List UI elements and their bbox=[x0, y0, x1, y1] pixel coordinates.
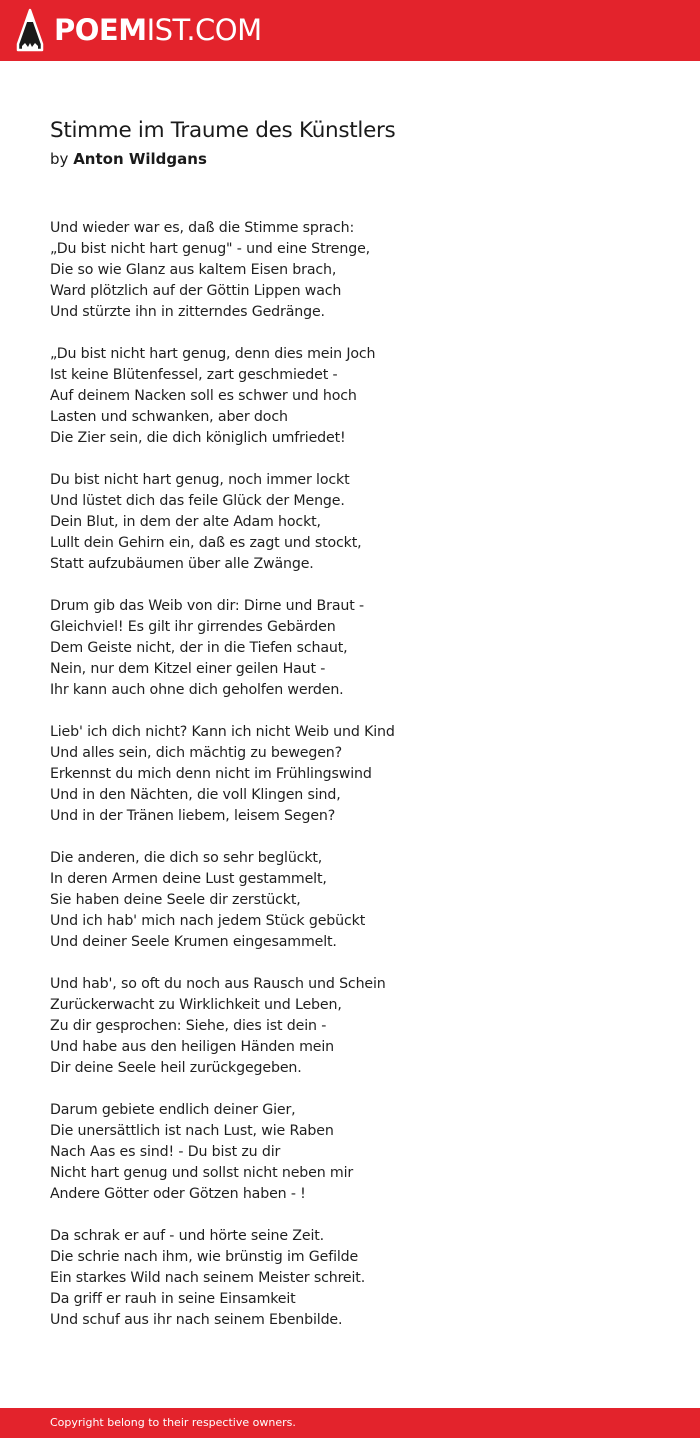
poem-stanza bbox=[50, 344, 650, 449]
copyright-text: Copyright belong to their respective owners. bbox=[50, 1416, 296, 1429]
poem-line: Darum gebiete endlich deiner Gier, bbox=[50, 1102, 296, 1118]
poem-line: Die Zier sein, die dich königlich umfriedet! bbox=[50, 430, 346, 446]
poem-line: Und deiner Seele Krumen eingesammelt. bbox=[50, 934, 337, 950]
poem-line: Lieb' ich dich nicht? Kann ich nicht Weib und Kind bbox=[50, 724, 395, 740]
poem-line: Drum gib das Weib von dir: Dirne und Braut - bbox=[50, 598, 364, 614]
poem-line: Und alles sein, dich mächtig zu bewegen? bbox=[50, 745, 343, 761]
poem-line: Lullt dein Gehirn ein, daß es zagt und stockt, bbox=[50, 535, 362, 551]
poem-line: Gleichviel! Es gilt ihr girrendes Gebärden bbox=[50, 619, 336, 635]
poem-line: Und lüstet dich das feile Glück der Menge. bbox=[50, 493, 345, 509]
poem-line: Die anderen, die dich so sehr beglückt, bbox=[50, 850, 323, 866]
poem-line: Statt aufzubäumen über alle Zwänge. bbox=[50, 556, 314, 572]
poem-line: Die schrie nach ihm, wie brünstig im Gefilde bbox=[50, 1249, 359, 1265]
poem-line: Lasten und schwanken, aber doch bbox=[50, 409, 288, 425]
poem-line: Und in der Tränen liebem, leisem Segen? bbox=[50, 808, 336, 824]
poem-stanza bbox=[50, 1226, 650, 1331]
poem-line: Die unersättlich ist nach Lust, wie Raben bbox=[50, 1123, 334, 1139]
poem-line: Ein starkes Wild nach seinem Meister schreit. bbox=[50, 1270, 366, 1286]
poem-body bbox=[50, 218, 650, 1352]
poem-line: Und habe aus den heiligen Händen mein bbox=[50, 1039, 334, 1055]
by-label: by bbox=[50, 150, 69, 168]
poem-line: Erkennst du mich denn nicht im Frühlingswind bbox=[50, 766, 372, 782]
poem-byline bbox=[50, 149, 207, 169]
poem-line: Und wieder war es, daß die Stimme sprach: bbox=[50, 220, 355, 236]
poem-line: Dem Geiste nicht, der in die Tiefen schaut, bbox=[50, 640, 348, 656]
poem-line: Da schrak er auf - und hörte seine Zeit. bbox=[50, 1228, 325, 1244]
poem-line: Und schuf aus ihr nach seinem Ebenbilde. bbox=[50, 1312, 343, 1328]
poem-stanza bbox=[50, 470, 650, 575]
poem-stanza bbox=[50, 722, 650, 827]
brand-name-light: IST.COM bbox=[146, 13, 262, 47]
poem-line: Zu dir gesprochen: Siehe, dies ist dein - bbox=[50, 1018, 327, 1034]
poem-line: Andere Götter oder Götzen haben - ! bbox=[50, 1186, 306, 1202]
brand-name-bold: POEM bbox=[54, 13, 147, 47]
poem-line: In deren Armen deine Lust gestammelt, bbox=[50, 871, 327, 887]
poem-line: Zurückerwacht zu Wirklichkeit und Leben, bbox=[50, 997, 342, 1013]
poem-line: Ward plötzlich auf der Göttin Lippen wach bbox=[50, 283, 342, 299]
brand-name bbox=[54, 13, 262, 47]
poem-line: Und in den Nächten, die voll Klingen sind, bbox=[50, 787, 341, 803]
poem-stanza bbox=[50, 1100, 650, 1205]
poem-line: Nein, nur dem Kitzel einer geilen Haut - bbox=[50, 661, 326, 677]
poem-stanza bbox=[50, 218, 650, 323]
poem-line: Ihr kann auch ohne dich geholfen werden. bbox=[50, 682, 344, 698]
poem-line: „Du bist nicht hart genug, denn dies mein Joch bbox=[50, 346, 376, 362]
poem-line: Und stürzte ihn in zitterndes Gedränge. bbox=[50, 304, 325, 320]
poem-line: Da griff er rauh in seine Einsamkeit bbox=[50, 1291, 296, 1307]
site-footer bbox=[0, 1408, 700, 1438]
poem-stanza bbox=[50, 848, 650, 953]
author-name: Anton Wildgans bbox=[73, 150, 207, 168]
poem-line: „Du bist nicht hart genug" - und eine Strenge, bbox=[50, 241, 371, 257]
poem-title: Stimme im Traume des Künstlers bbox=[50, 118, 396, 143]
site-logo-link[interactable] bbox=[16, 8, 262, 52]
poem-line: Nicht hart genug und sollst nicht neben mir bbox=[50, 1165, 354, 1181]
poem-stanza bbox=[50, 596, 650, 701]
poem-stanza bbox=[50, 974, 650, 1079]
poem-line: Dir deine Seele heil zurückgegeben. bbox=[50, 1060, 302, 1076]
poem-line: Nach Aas es sind! - Du bist zu dir bbox=[50, 1144, 281, 1160]
poem-line: Auf deinem Nacken soll es schwer und hoch bbox=[50, 388, 357, 404]
poem-line: Und hab', so oft du noch aus Rausch und Schein bbox=[50, 976, 386, 992]
poem-line: Sie haben deine Seele dir zerstückt, bbox=[50, 892, 301, 908]
pen-nib-icon bbox=[16, 8, 44, 52]
site-header bbox=[0, 0, 700, 61]
poem-line: Ist keine Blütenfessel, zart geschmiedet - bbox=[50, 367, 338, 383]
poem-line: Du bist nicht hart genug, noch immer lockt bbox=[50, 472, 350, 488]
poem-line: Und ich hab' mich nach jedem Stück gebückt bbox=[50, 913, 366, 929]
poem-line: Die so wie Glanz aus kaltem Eisen brach, bbox=[50, 262, 337, 278]
poem-line: Dein Blut, in dem der alte Adam hockt, bbox=[50, 514, 321, 530]
